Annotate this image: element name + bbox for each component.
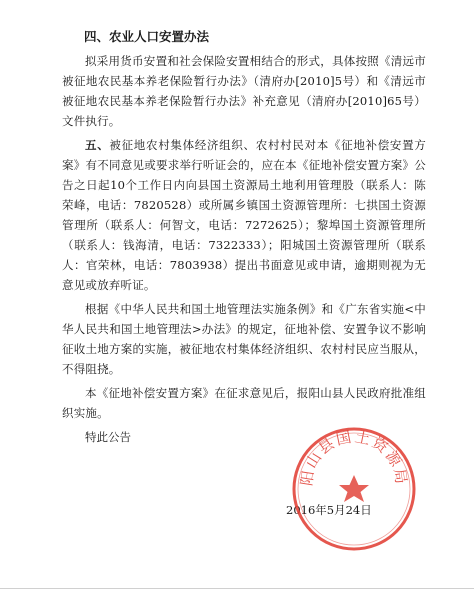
section-five-text: 被征地农村集体经济组织、农村村民对本《征地补偿安置方案》有不同意见或要求举行听证会的，应在本《征地补偿安置方案》公告之日起10个工作日内向县国土资源局土地利用管理股（联系人：陈荣峰，电话：7820528）或所属乡镇国土资源管理所：七拱国土资源管理所（联系人：何智文，电话：7272625）；黎埠国土资源管理所（联系人：钱海清，电话：7322333）；阳城国土资源管理所（联系人：官荣林，电话：7803938）提出书面意见或申请，逾期则视为无意见或放弃听证。 [62, 138, 427, 292]
notice-date: 2016年5月24日 [286, 503, 372, 517]
official-seal [290, 425, 418, 553]
seal-star-icon [339, 475, 369, 502]
seal-text-path: 阳山县国土资源局 [297, 427, 411, 487]
section-four-paragraph: 拟采用货币安置和社会保险安置相结合的形式，具体按照《清远市被征地农民基本养老保险暂行办法》（清府办[2010]5号）和《清远市被征地农民基本养老保险暂行办法》补充意见（清府办[2010]65号）文件执行。 [62, 54, 426, 128]
closing-text: 特此公告 [85, 430, 131, 444]
approval-paragraph: 本《征地补偿安置方案》在征求意见后，报阳山县人民政府批准组织实施。 [62, 386, 426, 420]
section-five-number: 五、 [85, 138, 110, 152]
page-bottom-rule [0, 588, 474, 589]
law-paragraph: 根据《中华人民共和国土地管理法实施条例》和《广东省实施<中华人民共和国土地管理法>办法》的规定，征地补偿、安置争议不影响征收土地方案的实施，被征地农村集体经济组织、农村村民应当服从，不得阻挠。 [62, 302, 426, 376]
section-four-heading: 四、农业人口安置办法 [84, 29, 210, 44]
notice-body [62, 27, 426, 447]
section-five-paragraph [62, 135, 426, 295]
